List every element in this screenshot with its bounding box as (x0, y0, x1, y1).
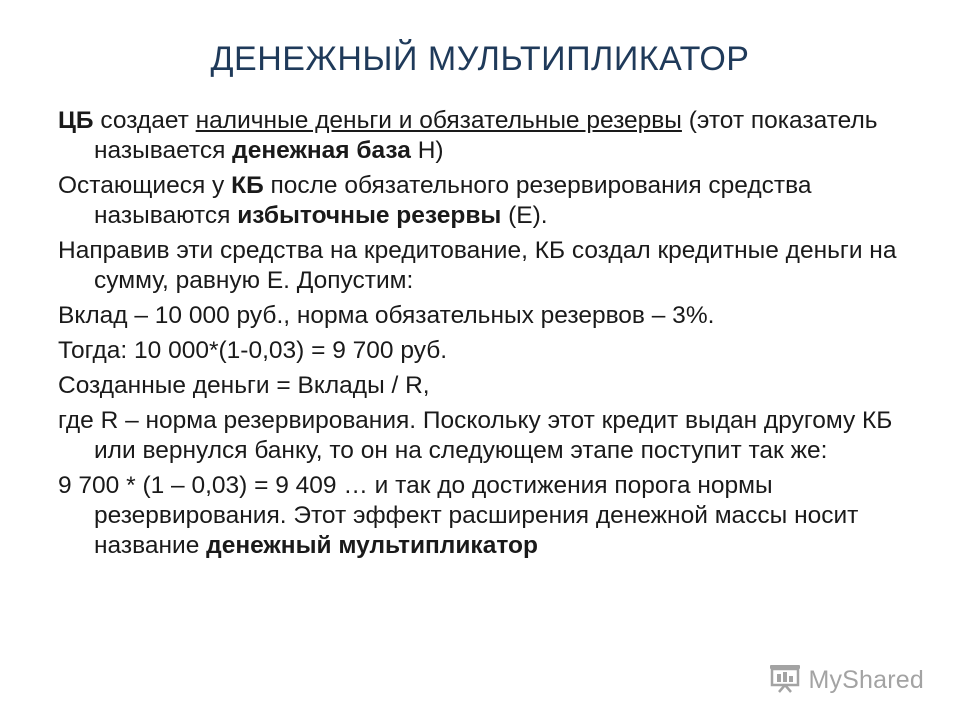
paragraph-4: Вклад – 10 000 руб., норма обязательных резервов – 3%. (58, 302, 715, 329)
projector-screen-icon (768, 663, 802, 698)
cb-abbrev: ЦБ (58, 107, 94, 134)
kb-abbrev: КБ (231, 172, 264, 199)
paragraph-6: Созданные деньги = Вклады / R, (58, 372, 430, 399)
paragraph-2: Остающиеся у КБ после обязательного резервирования средства называются избыточные резервы (Е). (58, 172, 812, 229)
underlined-phrase: наличные деньги и обязательные резервы (195, 107, 682, 134)
watermark-text: MyShared (808, 666, 924, 694)
paragraph-7: где R – норма резервирования. Поскольку этот кредит выдан другому КБ или вернулся банку, то он на следующем этапе поступит так же: (58, 407, 893, 464)
slide-title: ДЕНЕЖНЫЙ МУЛЬТИПЛИКАТОР (210, 40, 750, 78)
slide-body (58, 106, 918, 566)
paragraph-3: Направив эти средства на кредитование, КБ создал кредитные деньги на сумму, равную Е. Допустим: (58, 237, 897, 294)
term-money-multiplier: денежный мультипликатор (206, 532, 538, 559)
paragraph-1: ЦБ создает наличные деньги и обязательные резервы (этот показатель называется денежная база Н) (58, 107, 878, 164)
term-excess-reserves: избыточные резервы (237, 202, 502, 229)
paragraph-5: Тогда: 10 000*(1-0,03) = 9 700 руб. (58, 337, 448, 364)
term-monetary-base: денежная база (232, 137, 411, 164)
paragraph-8: 9 700 * (1 – 0,03) = 9 409 … и так до достижения порога нормы резервирования. Этот эффект расширения денежной массы носит название денежный мультипликатор (58, 472, 859, 559)
watermark (768, 663, 924, 698)
